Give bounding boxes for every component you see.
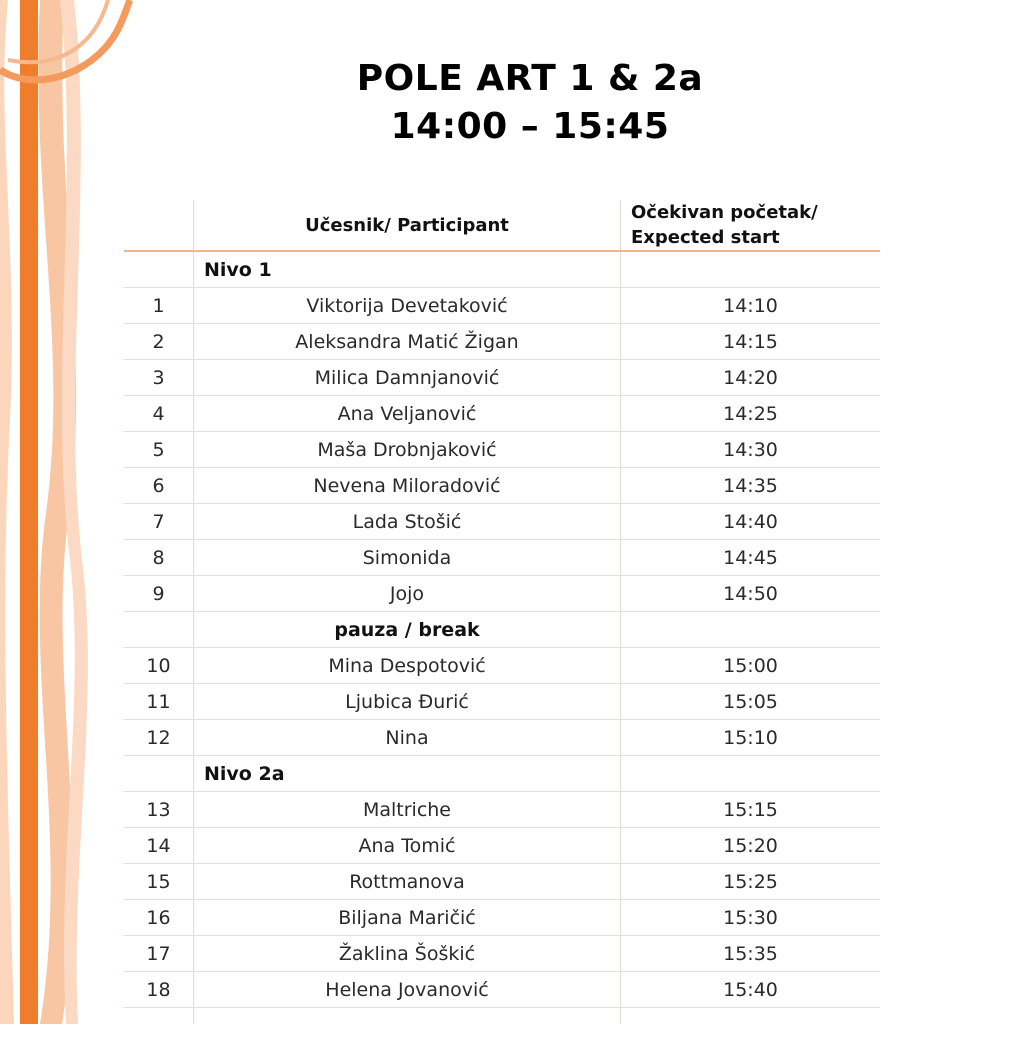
table-row	[124, 288, 880, 324]
section-label: Nivo 2a	[204, 762, 285, 785]
row-number: 11	[146, 690, 171, 713]
header-expected-start	[621, 200, 880, 250]
table-footer-spacer	[124, 1008, 880, 1041]
participant-name: Maltriche	[362, 798, 452, 821]
participant-name: Ana Veljanović	[337, 402, 477, 425]
participant-name: Jojo	[389, 582, 425, 605]
table-header	[124, 200, 880, 252]
start-time: 14:50	[723, 582, 778, 605]
participant-name: Biljana Maričić	[338, 906, 476, 929]
start-time: 15:05	[723, 690, 778, 713]
participant-name: Rottmanova	[349, 870, 465, 893]
start-time: 14:20	[723, 366, 778, 389]
start-time: 15:15	[723, 798, 778, 821]
table-row	[124, 900, 880, 936]
participant-name: Ana Tomić	[358, 834, 456, 857]
start-time: 15:25	[723, 870, 778, 893]
table-row	[124, 504, 880, 540]
table-row	[124, 828, 880, 864]
start-time: 15:10	[723, 726, 778, 749]
row-number: 1	[152, 294, 165, 317]
page-subtitle-time: 14:00 – 15:45	[390, 106, 670, 147]
participant-name: Ljubica Đurić	[345, 690, 469, 713]
row-number: 10	[146, 654, 171, 677]
table-row	[124, 972, 880, 1008]
row-number: 5	[152, 438, 165, 461]
table-row	[124, 432, 880, 468]
participant-name: Nina	[385, 726, 429, 749]
participant-name: Žaklina Šoškić	[338, 942, 476, 965]
start-time: 14:25	[723, 402, 778, 425]
table-row	[124, 720, 880, 756]
row-number: 17	[146, 942, 171, 965]
table-row	[124, 396, 880, 432]
table-row	[124, 648, 880, 684]
schedule-table	[124, 200, 880, 1041]
page-title: POLE ART 1 & 2a	[356, 58, 704, 99]
section-row	[124, 756, 880, 792]
participant-name: Maša Drobnjaković	[317, 438, 497, 461]
start-time: 15:30	[723, 906, 778, 929]
participant-name: Simonida	[362, 546, 452, 569]
table-row	[124, 540, 880, 576]
row-number: 15	[146, 870, 171, 893]
start-time: 15:00	[723, 654, 778, 677]
start-time: 14:15	[723, 330, 778, 353]
row-number: 14	[146, 834, 171, 857]
row-number: 8	[152, 546, 165, 569]
row-number: 6	[152, 474, 165, 497]
row-number: 12	[146, 726, 171, 749]
table-row	[124, 360, 880, 396]
row-number: 16	[146, 906, 171, 929]
participant-name: Aleksandra Matić Žigan	[295, 330, 519, 353]
section-label: Nivo 1	[204, 258, 272, 281]
start-time: 14:35	[723, 474, 778, 497]
participant-name: Mina Despotović	[328, 654, 486, 677]
row-number: 4	[152, 402, 165, 425]
participant-name: Nevena Miloradović	[313, 474, 501, 497]
start-time: 14:10	[723, 294, 778, 317]
participant-name: Helena Jovanović	[325, 978, 489, 1001]
start-time: 14:45	[723, 546, 778, 569]
table-row	[124, 936, 880, 972]
break-label: pauza / break	[334, 618, 480, 641]
table-row	[124, 468, 880, 504]
table-row	[124, 684, 880, 720]
header-participant: Učesnik/ Participant	[305, 214, 509, 236]
start-time: 15:35	[723, 942, 778, 965]
start-time: 14:30	[723, 438, 778, 461]
participant-name: Lada Stošić	[352, 510, 462, 533]
table-row	[124, 792, 880, 828]
row-number: 2	[152, 330, 165, 353]
header-start-line1: Očekivan početak/	[631, 202, 818, 223]
row-number: 9	[152, 582, 165, 605]
participant-name: Milica Damnjanović	[314, 366, 500, 389]
break-row	[124, 612, 880, 648]
row-number: 3	[152, 366, 165, 389]
row-number: 7	[152, 510, 165, 533]
section-row	[124, 252, 880, 288]
start-time: 14:40	[723, 510, 778, 533]
table-row	[124, 864, 880, 900]
header-start-line2: Expected start	[631, 227, 780, 248]
table-row	[124, 576, 880, 612]
participant-name: Viktorija Devetaković	[306, 294, 508, 317]
start-time: 15:40	[723, 978, 778, 1001]
table-row	[124, 324, 880, 360]
start-time: 15:20	[723, 834, 778, 857]
row-number: 13	[146, 798, 171, 821]
row-number: 18	[146, 978, 171, 1001]
